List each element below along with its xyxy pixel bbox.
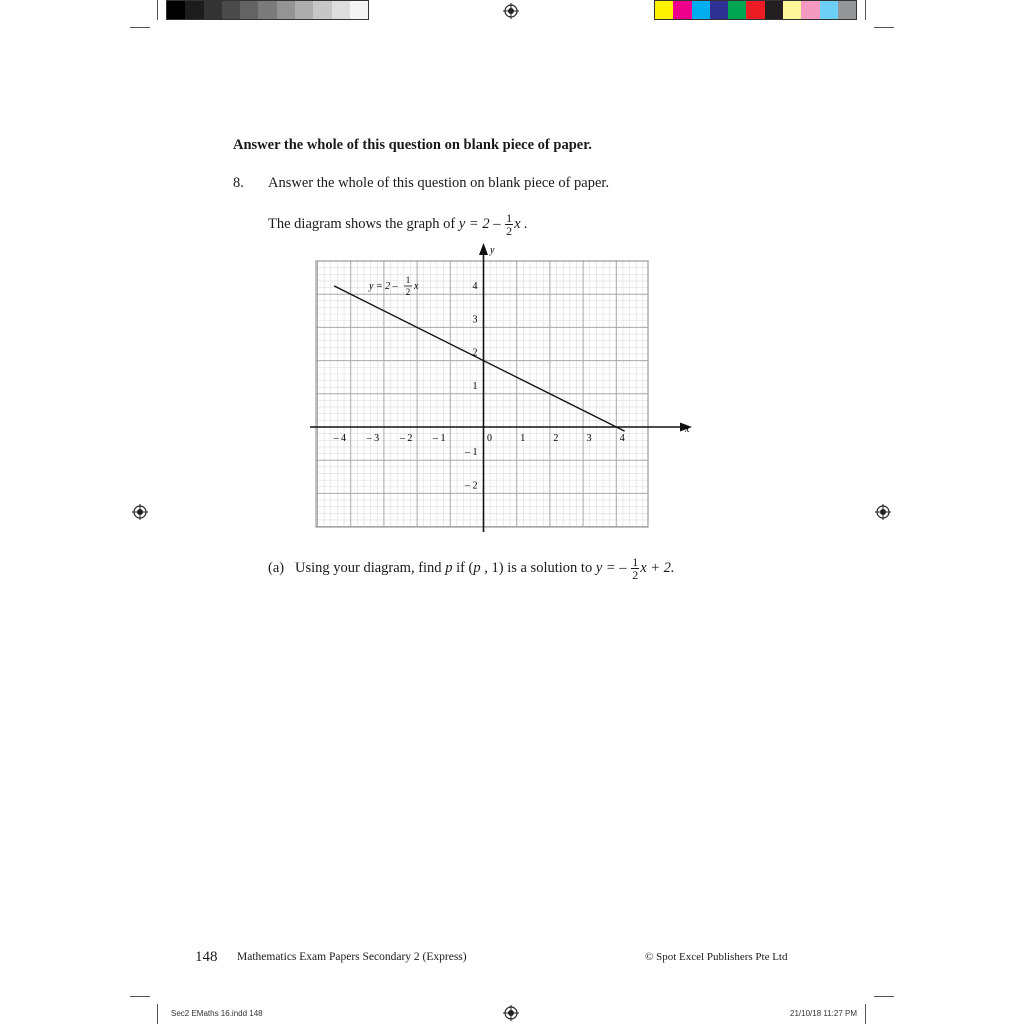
x-tick-label: 0: [487, 433, 492, 444]
part-a-mid: if (: [456, 559, 474, 576]
line-label-left: y = 2 –: [369, 281, 398, 292]
color-swatch: [746, 1, 764, 19]
page-number: 148: [195, 949, 218, 965]
registration-mark-icon: [875, 504, 891, 520]
gray-swatch: [185, 1, 203, 19]
y-tick-label: 3: [472, 314, 478, 326]
y-tick-label: 1: [472, 380, 478, 392]
linear-graph: [300, 240, 700, 540]
grayscale-color-bar: [166, 0, 369, 20]
y-tick-label: – 1: [465, 447, 478, 459]
x-tick-label: – 2: [399, 433, 413, 444]
part-a-text: Using your diagram, find: [294, 559, 442, 576]
part-a-variable: p: [445, 559, 453, 576]
y-tick-label: 4: [472, 281, 478, 293]
registration-mark-icon: [503, 1005, 519, 1021]
process-color-bar: [654, 0, 857, 20]
color-swatch: [801, 1, 819, 19]
question-instruction: Answer the whole of this question on blank piece of paper.: [268, 175, 610, 191]
x-tick-label: 4: [619, 433, 625, 444]
line-label-numerator: 1: [405, 275, 411, 285]
intro-equation-left: y = 2 –: [458, 215, 501, 232]
color-swatch: [673, 1, 691, 19]
gray-swatch: [277, 1, 295, 19]
fraction-denominator: 2: [632, 568, 639, 582]
intro-fraction: [505, 212, 513, 237]
color-swatch: [728, 1, 746, 19]
x-tick-label: 2: [553, 433, 559, 444]
y-tick-label: – 2: [465, 480, 478, 492]
x-tick-label: 1: [520, 433, 526, 444]
crop-mark: [865, 0, 866, 20]
line-label-right: x: [414, 281, 419, 292]
crop-mark: [865, 1004, 866, 1024]
y-axis-arrow-icon: [479, 243, 488, 255]
crop-mark: [874, 996, 894, 997]
color-swatch: [783, 1, 801, 19]
gray-swatch: [332, 1, 350, 19]
y-tick-label: 2: [472, 347, 478, 359]
color-swatch: [838, 1, 856, 19]
color-swatch: [820, 1, 838, 19]
line-label-denominator: 2: [405, 287, 411, 297]
part-a-equation-right: x + 2.: [640, 559, 675, 576]
crop-mark: [874, 27, 894, 28]
x-tick-label: – 3: [366, 433, 380, 444]
gray-swatch: [295, 1, 313, 19]
slug-filename: Sec2 EMaths 16.indd 148: [171, 1009, 263, 1018]
crop-mark: [157, 1004, 158, 1024]
x-tick-labels: [332, 433, 624, 444]
color-swatch: [710, 1, 728, 19]
fraction-denominator: 2: [506, 224, 513, 238]
gray-swatch: [258, 1, 276, 19]
fraction-numerator: 1: [632, 555, 639, 569]
crop-mark: [130, 27, 150, 28]
intro-equation-right: x .: [514, 215, 528, 232]
gray-swatch: [222, 1, 240, 19]
slug-datetime: 21/10/18 11:27 PM: [790, 1009, 858, 1018]
instruction-heading: Answer the whole of this question on blank piece of paper.: [233, 137, 592, 153]
part-a-variable-2: p: [473, 559, 481, 576]
copyright-notice: © Spot Excel Publishers Pte Ltd: [645, 951, 788, 963]
color-swatch: [692, 1, 710, 19]
registration-mark-icon: [503, 3, 519, 19]
part-a-fraction: [631, 556, 639, 581]
crop-mark: [157, 0, 158, 20]
x-tick-label: – 4: [333, 433, 346, 444]
color-swatch: [655, 1, 673, 19]
x-axis-label: x: [685, 424, 690, 435]
question-number: 8.: [233, 175, 244, 191]
gray-swatch: [167, 1, 185, 19]
x-tick-label: 3: [586, 433, 592, 444]
question-part-a: [268, 556, 675, 581]
y-axis-label: y: [490, 245, 495, 256]
part-a-label: (a): [268, 559, 285, 576]
registration-mark-icon: [132, 504, 148, 520]
gray-swatch: [313, 1, 331, 19]
gray-swatch: [350, 1, 368, 19]
color-swatch: [765, 1, 783, 19]
part-a-equation-left: y = –: [595, 559, 627, 576]
question-intro: [268, 212, 528, 237]
fraction-numerator: 1: [506, 211, 513, 225]
gray-swatch: [204, 1, 222, 19]
book-title: Mathematics Exam Papers Secondary 2 (Express): [237, 951, 467, 963]
crop-mark: [130, 996, 150, 997]
gray-swatch: [240, 1, 258, 19]
x-tick-label: – 1: [433, 433, 446, 444]
part-a-mid-2: , 1) is a solution to: [484, 559, 593, 576]
intro-text: The diagram shows the graph of: [268, 215, 456, 232]
